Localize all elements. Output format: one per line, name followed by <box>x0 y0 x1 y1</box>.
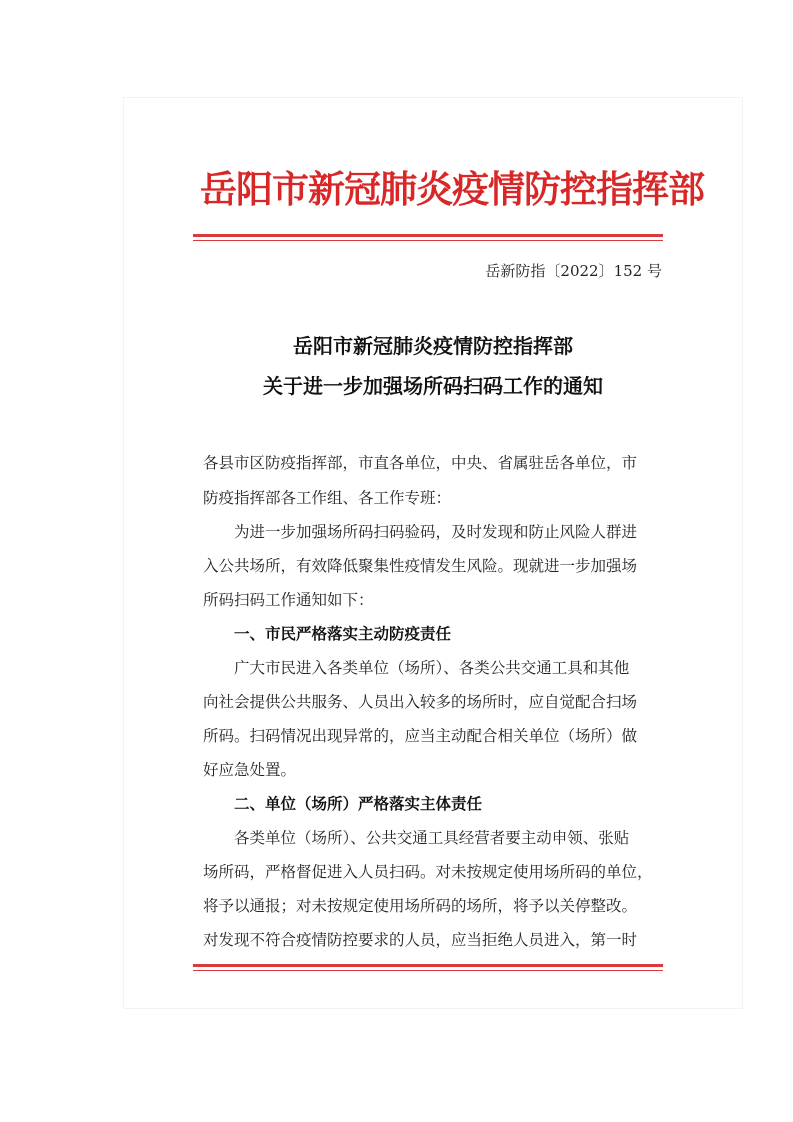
main-title-line-1: 岳阳市新冠肺炎疫情防控指挥部 <box>293 334 573 358</box>
letterhead-red-rule-thin <box>193 240 663 241</box>
section-2-heading: 二、单位（场所）严格落实主体责任 <box>234 795 483 813</box>
document-number: 岳新防指〔2022〕152 号 <box>485 262 662 280</box>
intro-line: 入公共场所，有效降低聚集性疫情发生风险。现就进一步加强场 <box>203 557 638 575</box>
letterhead-red-rule <box>193 234 663 237</box>
addressee-line: 防疫指挥部各工作组、各工作专班： <box>203 489 452 507</box>
section-1-line: 广大市民进入各类单位（场所）、各类公共交通工具和其他 <box>234 659 630 677</box>
section-1-line: 好应急处置。 <box>203 761 297 779</box>
section-2-line: 各类单位（场所）、公共交通工具经营者要主动申领、张贴 <box>234 829 630 847</box>
section-1-heading: 一、市民严格落实主动防疫责任 <box>234 625 452 643</box>
intro-line: 为进一步加强场所码扫码验码，及时发现和防止风险人群进 <box>234 523 638 541</box>
footer-red-rule <box>193 964 663 967</box>
footer-red-rule-thin <box>193 970 663 971</box>
main-title-line-2: 关于进一步加强场所码扫码工作的通知 <box>263 374 603 398</box>
section-2-line: 将予以通报；对未按规定使用场所码的场所，将予以关停整改。 <box>203 897 638 915</box>
letterhead-title: 岳阳市新冠肺炎疫情防控指挥部 <box>200 167 704 211</box>
section-1-line: 向社会提供公共服务、人员出入较多的场所时，应自觉配合扫场 <box>203 693 638 711</box>
section-2-line: 对发现不符合疫情防控要求的人员，应当拒绝人员进入，第一时 <box>203 931 638 949</box>
section-2-line: 场所码，严格督促进入人员扫码。对未按规定使用场所码的单位， <box>203 863 653 881</box>
addressee-line: 各县市区防疫指挥部，市直各单位，中央、省属驻岳各单位，市 <box>203 454 638 472</box>
intro-line: 所码扫码工作通知如下： <box>203 591 374 609</box>
section-1-line: 所码。扫码情况出现异常的，应当主动配合相关单位（场所）做 <box>203 727 638 745</box>
